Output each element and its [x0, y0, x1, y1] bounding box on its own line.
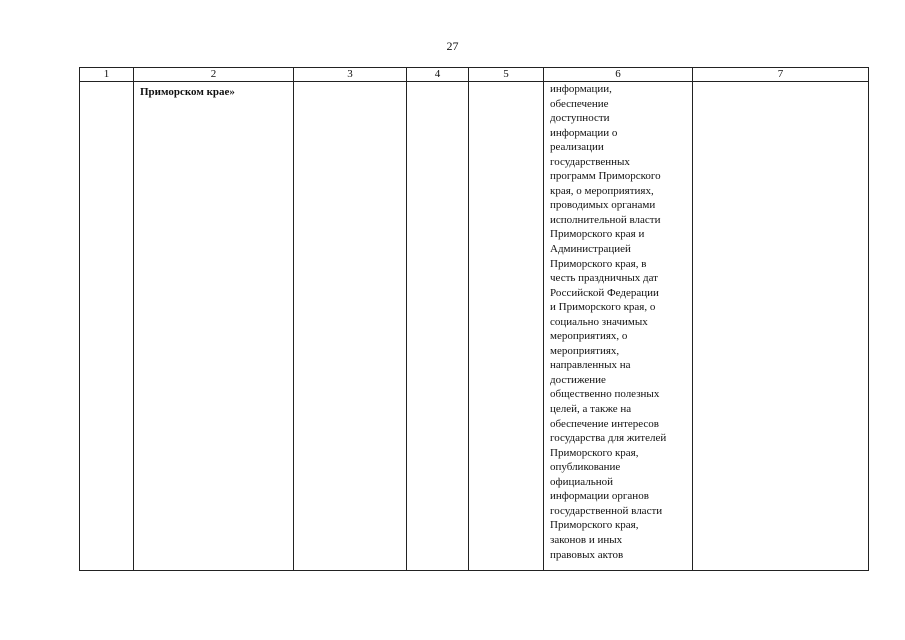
- description-line: мероприятиях, о: [550, 330, 628, 343]
- program-name-text: Приморском крае»: [140, 86, 235, 98]
- description-line: государственных: [550, 155, 630, 168]
- description-line: исполнительной власти: [550, 213, 661, 226]
- description-line: информации о: [550, 126, 618, 139]
- table-row: [80, 82, 869, 571]
- description-line: официальной: [550, 475, 614, 488]
- description-line: Приморского края,: [550, 446, 639, 459]
- description-line: Администрацией: [550, 243, 631, 256]
- description-line: направленных на: [550, 359, 631, 372]
- cell-col-3: [294, 82, 407, 571]
- description-line: проводимых органами: [550, 199, 656, 212]
- cell-col-5: [469, 82, 544, 571]
- column-header-1: 1: [80, 68, 134, 82]
- description-line: честь праздничных дат: [550, 272, 658, 285]
- column-header-5: 5: [469, 68, 544, 82]
- cell-col-7: [693, 82, 869, 571]
- description-line: законов и иных: [550, 533, 623, 546]
- description-text: [544, 82, 692, 562]
- description-line: государственной власти: [550, 504, 663, 517]
- description-line: программ Приморского: [550, 170, 661, 183]
- description-line: Российской Федерации: [550, 286, 659, 299]
- description-line: Приморского края и: [550, 228, 645, 241]
- description-line: доступности: [550, 112, 610, 125]
- description-line: опубликование: [550, 461, 621, 474]
- description-line: реализации: [550, 141, 604, 154]
- description-line: целей, а также на: [550, 403, 632, 416]
- cell-col-2: [134, 82, 294, 571]
- description-line: государства для жителей: [550, 432, 667, 445]
- description-line: края, о мероприятиях,: [550, 184, 654, 197]
- description-line: правовых актов: [550, 548, 624, 561]
- description-line: Приморского края,: [550, 519, 639, 532]
- page-number: 27: [446, 39, 459, 53]
- description-line: мероприятиях,: [550, 344, 620, 357]
- cell-col-4: [407, 82, 469, 571]
- column-header-3: 3: [294, 68, 407, 82]
- document-table: [79, 67, 869, 571]
- column-header-4: 4: [407, 68, 469, 82]
- column-header-6: 6: [544, 68, 693, 82]
- description-line: социально значимых: [550, 315, 648, 328]
- cell-col-6: [544, 82, 693, 571]
- description-line: информации,: [550, 83, 612, 95]
- description-line: Приморского края, в: [550, 257, 647, 270]
- description-line: и Приморского края, о: [550, 301, 656, 314]
- description-line: обеспечение: [550, 97, 609, 110]
- description-line: обеспечение интересов: [550, 417, 660, 430]
- description-line: достижение: [550, 373, 606, 386]
- column-header-7: 7: [693, 68, 869, 82]
- header-row: [80, 68, 869, 82]
- description-line: общественно полезных: [550, 388, 660, 401]
- cell-col-1: [80, 82, 134, 571]
- column-header-2: 2: [134, 68, 294, 82]
- description-line: информации органов: [550, 490, 649, 503]
